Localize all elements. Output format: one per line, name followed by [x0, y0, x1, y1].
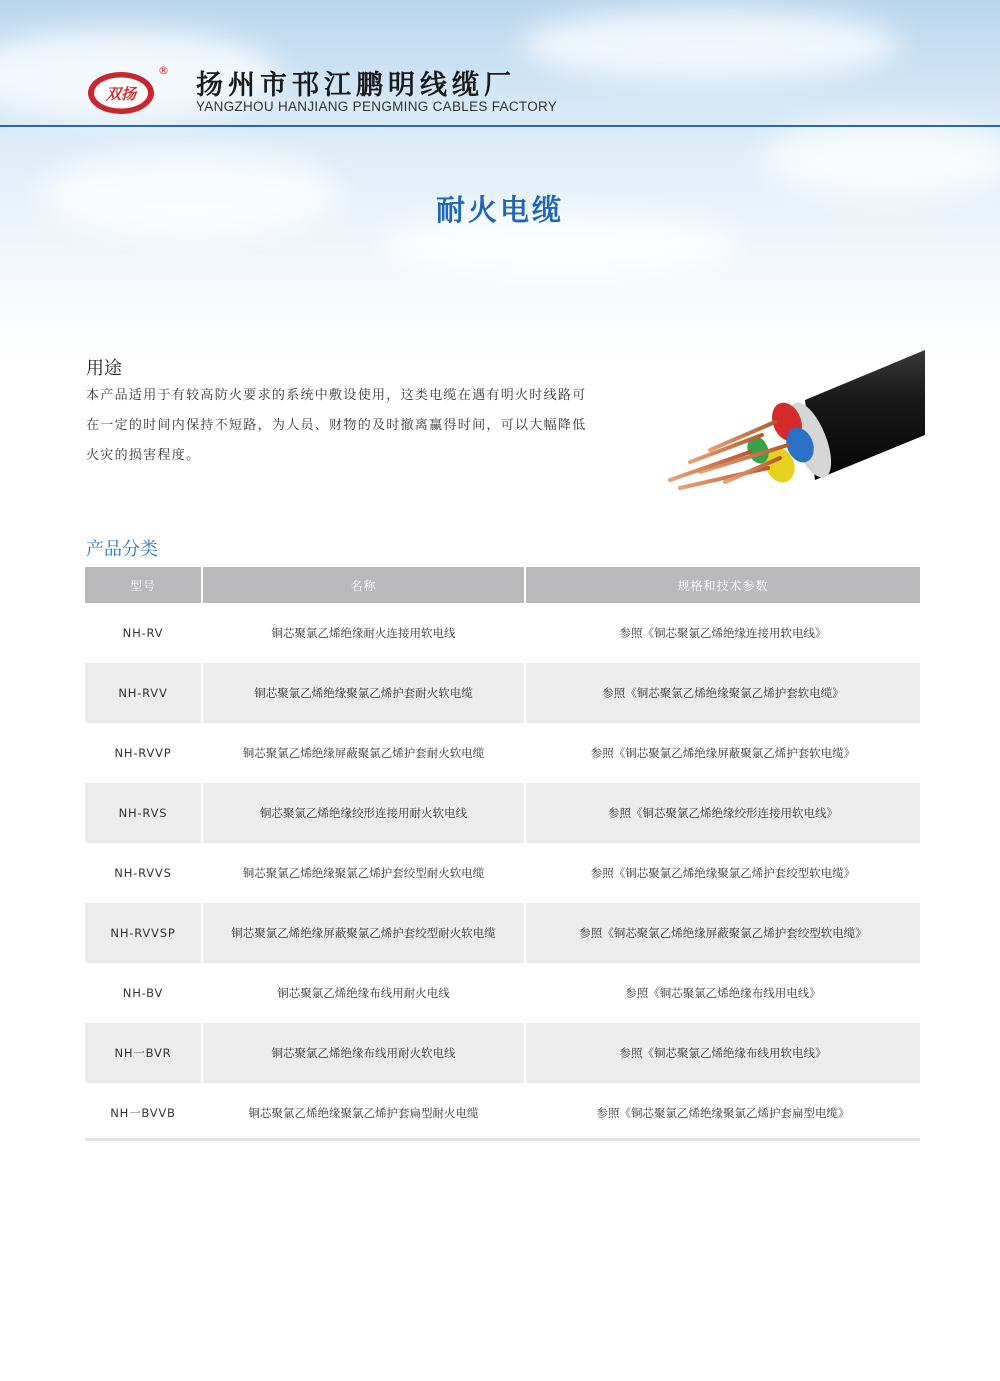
cell-name: 铜芯聚氯乙烯绝缘聚氯乙烯护套耐火软电缆 — [202, 663, 525, 723]
cell-name: 铜芯聚氯乙烯绝缘屏蔽聚氯乙烯护套绞型耐火软电缆 — [202, 903, 525, 963]
col-header-model: 型号 — [85, 567, 202, 603]
cell-spec: 参照《铜芯聚氯乙烯绝缘聚氯乙烯护套软电缆》 — [525, 663, 920, 723]
cell-name: 铜芯聚氯乙烯绝缘屏蔽聚氯乙烯护套耐火软电缆 — [202, 723, 525, 783]
table-row — [85, 963, 920, 1023]
usage-text: 本产品适用于有较高防火要求的系统中敷设使用，这类电缆在遇有明火时线路可在一定的时间内保持不短路，为人员、财物的及时撤离赢得时间，可以大幅降低火灾的损害程度。 — [86, 388, 587, 463]
table-row — [85, 1083, 920, 1143]
table-row — [85, 723, 920, 783]
col-header-name: 名称 — [202, 567, 525, 603]
cell-model: NH-RVS — [85, 783, 202, 843]
page-title: 耐火电缆 — [435, 193, 564, 227]
table-row — [85, 783, 920, 843]
cable-product-image — [640, 340, 925, 505]
cell-spec: 参照《铜芯聚氯乙烯绝缘绞形连接用软电线》 — [525, 783, 920, 843]
cell-model: NH-RVVSP — [85, 903, 202, 963]
table-bottom-rule — [85, 1138, 920, 1141]
table-row — [85, 843, 920, 903]
table-row — [85, 1023, 920, 1083]
cell-spec: 参照《铜芯聚氯乙烯绝缘屏蔽聚氯乙烯护套软电缆》 — [525, 723, 920, 783]
cell-spec: 参照《铜芯聚氯乙烯绝缘布线用软电线》 — [525, 1023, 920, 1083]
cell-name: 铜芯聚氯乙烯绝缘绞形连接用耐火软电线 — [202, 783, 525, 843]
cell-spec: 参照《铜芯聚氯乙烯绝缘屏蔽聚氯乙烯护套绞型软电缆》 — [525, 903, 920, 963]
cell-model: NH-RV — [85, 603, 202, 663]
cell-model: NH一BVR — [85, 1023, 202, 1083]
cell-name: 铜芯聚氯乙烯绝缘耐火连接用软电线 — [202, 603, 525, 663]
table-row — [85, 603, 920, 663]
brand-logo-icon — [86, 70, 156, 116]
company-name-en: YANGZHOU HANJIANG PENGMING CABLES FACTORY — [196, 99, 558, 114]
cell-model: NH-RVV — [85, 663, 202, 723]
logo-text: 双扬 — [105, 85, 137, 103]
product-table — [85, 567, 920, 1143]
table-row — [85, 663, 920, 723]
usage-heading: 用途 — [86, 358, 122, 379]
cell-spec: 参照《铜芯聚氯乙烯绝缘布线用电线》 — [525, 963, 920, 1023]
cell-spec: 参照《铜芯聚氯乙烯绝缘聚氯乙烯护套绞型软电缆》 — [525, 843, 920, 903]
table-row — [85, 903, 920, 963]
category-heading: 产品分类 — [86, 539, 158, 560]
col-header-spec: 规格和技术参数 — [525, 567, 920, 603]
cell-name: 铜芯聚氯乙烯绝缘聚氯乙烯护套扁型耐火电缆 — [202, 1083, 525, 1143]
company-name-cn: 扬州市邗江鹏明线缆厂 — [196, 70, 516, 101]
cell-name: 铜芯聚氯乙烯绝缘布线用耐火电线 — [202, 963, 525, 1023]
cell-model: NH-RVVP — [85, 723, 202, 783]
cell-model: NH-BV — [85, 963, 202, 1023]
cell-name: 铜芯聚氯乙烯绝缘布线用耐火软电线 — [202, 1023, 525, 1083]
cell-spec: 参照《铜芯聚氯乙烯绝缘聚氯乙烯护套扁型电缆》 — [525, 1083, 920, 1143]
cell-spec: 参照《铜芯聚氯乙烯绝缘连接用软电线》 — [525, 603, 920, 663]
header-divider — [0, 125, 1000, 127]
cell-model: NH-RVVS — [85, 843, 202, 903]
table-header-row — [85, 567, 920, 603]
cell-model: NH一BVVB — [85, 1083, 202, 1143]
cell-name: 铜芯聚氯乙烯绝缘聚氯乙烯护套绞型耐火软电缆 — [202, 843, 525, 903]
page-header — [0, 0, 1000, 126]
registered-mark: ® — [158, 64, 169, 77]
